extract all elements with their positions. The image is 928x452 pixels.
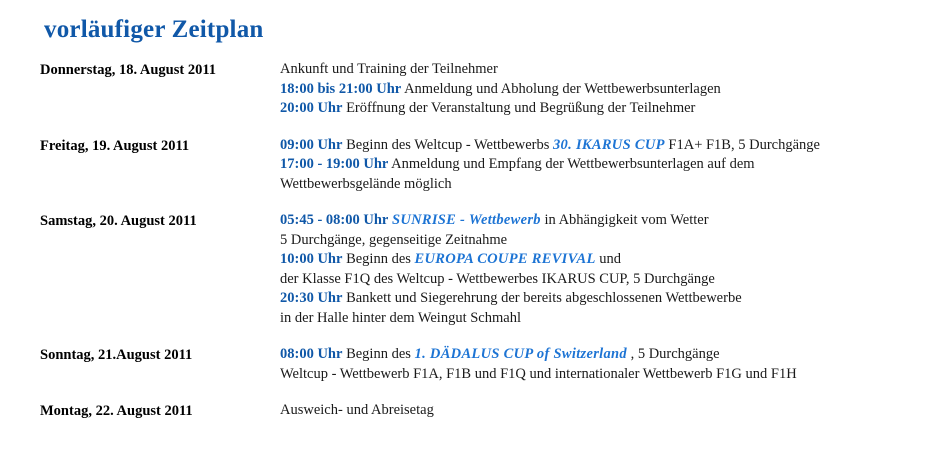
entry-text: Weltcup - Wettbewerb F1A, F1B und F1Q und internationaler Wettbewerb F1G und F1H (280, 365, 797, 382)
schedule-day-label: Montag, 22. August 2011 (40, 403, 193, 419)
schedule-row (40, 211, 920, 328)
schedule-line (280, 136, 920, 156)
entry-text: in der Halle hinter dem Weingut Schmahl (280, 309, 521, 326)
entry-text: Beginn des Weltcup - Wettbewerbs (342, 136, 553, 153)
schedule-line (280, 309, 920, 329)
entry-text: Beginn des (342, 346, 415, 362)
schedule-entries (280, 345, 920, 384)
schedule-line (280, 250, 920, 270)
entry-text: in Abhängigkeit vom Wetter (540, 212, 709, 228)
schedule-line (280, 289, 920, 309)
schedule-line (280, 345, 920, 365)
time-label: 05:45 - 08:00 Uhr (280, 212, 389, 228)
entry-text: F1A+ F1B, 5 Durchgänge (664, 136, 820, 153)
schedule-row (40, 345, 920, 384)
schedule-line (280, 175, 920, 195)
time-label: 18:00 bis 21:00 Uhr (280, 80, 402, 97)
time-label: 20:30 Uhr (280, 290, 343, 306)
schedule-line (280, 365, 920, 385)
time-label: 20:00 Uhr (280, 100, 343, 116)
schedule-day-label: Donnerstag, 18. August 2011 (40, 62, 217, 78)
schedule-line (280, 80, 920, 100)
schedule-line (280, 231, 920, 251)
schedule-day-label: Sonntag, 21.August 2011 (40, 347, 193, 363)
schedule-row (40, 401, 920, 421)
schedule-line (280, 99, 920, 119)
schedule-line (280, 155, 920, 175)
entry-text: Eröffnung der Veranstaltung und Begrüßung der Teilnehmer (342, 100, 696, 116)
entry-text: Wettbewerbsgelände möglich (280, 175, 452, 192)
page-title: vorläufiger Zeitplan (44, 16, 264, 43)
time-label: 09:00 Uhr (280, 136, 343, 153)
schedule-entries (280, 60, 920, 119)
entry-text: Bankett und Siegerehrung der bereits abgeschlossenen Wettbewerbe (342, 290, 742, 306)
time-label: 08:00 Uhr (280, 346, 343, 362)
entry-text: Ausweich- und Abreisetag (280, 402, 434, 418)
entry-text: der Klasse F1Q des Weltcup - Wettbewerbes IKARUS CUP, 5 Durchgänge (280, 270, 715, 287)
event-name: SUNRISE - Wettbewerb (391, 212, 541, 228)
entry-text: Anmeldung und Empfang der Wettbewerbsunterlagen auf dem (388, 156, 755, 172)
entry-text: 5 Durchgänge, gegenseitige Zeitnahme (280, 231, 508, 248)
entry-text: Ankunft und Training der Teilnehmer (280, 61, 498, 77)
schedule-line (280, 270, 920, 290)
schedule-row (40, 136, 920, 195)
time-label: 17:00 - 19:00 Uhr (280, 156, 389, 172)
entry-text: und (595, 251, 622, 267)
schedule-day-label: Samstag, 20. August 2011 (40, 213, 197, 229)
schedule-line (280, 60, 920, 80)
schedule-entries (280, 211, 920, 328)
entry-text: , 5 Durchgänge (626, 346, 720, 362)
entry-text: Beginn des (342, 251, 415, 267)
event-name: EUROPA COUPE REVIVAL (414, 251, 596, 267)
event-name: 30. IKARUS CUP (553, 136, 665, 153)
schedule-line (280, 211, 920, 231)
event-name: 1. DÄDALUS CUP of Switzerland (414, 346, 627, 362)
schedule-table (40, 60, 920, 438)
schedule-day-label: Freitag, 19. August 2011 (40, 137, 190, 154)
schedule-row (40, 60, 920, 119)
time-label: 10:00 Uhr (280, 251, 343, 267)
entry-text: Anmeldung und Abholung der Wettbewerbsunterlagen (401, 80, 721, 97)
schedule-line (280, 401, 920, 421)
schedule-entries (280, 136, 920, 195)
schedule-entries (280, 401, 920, 421)
